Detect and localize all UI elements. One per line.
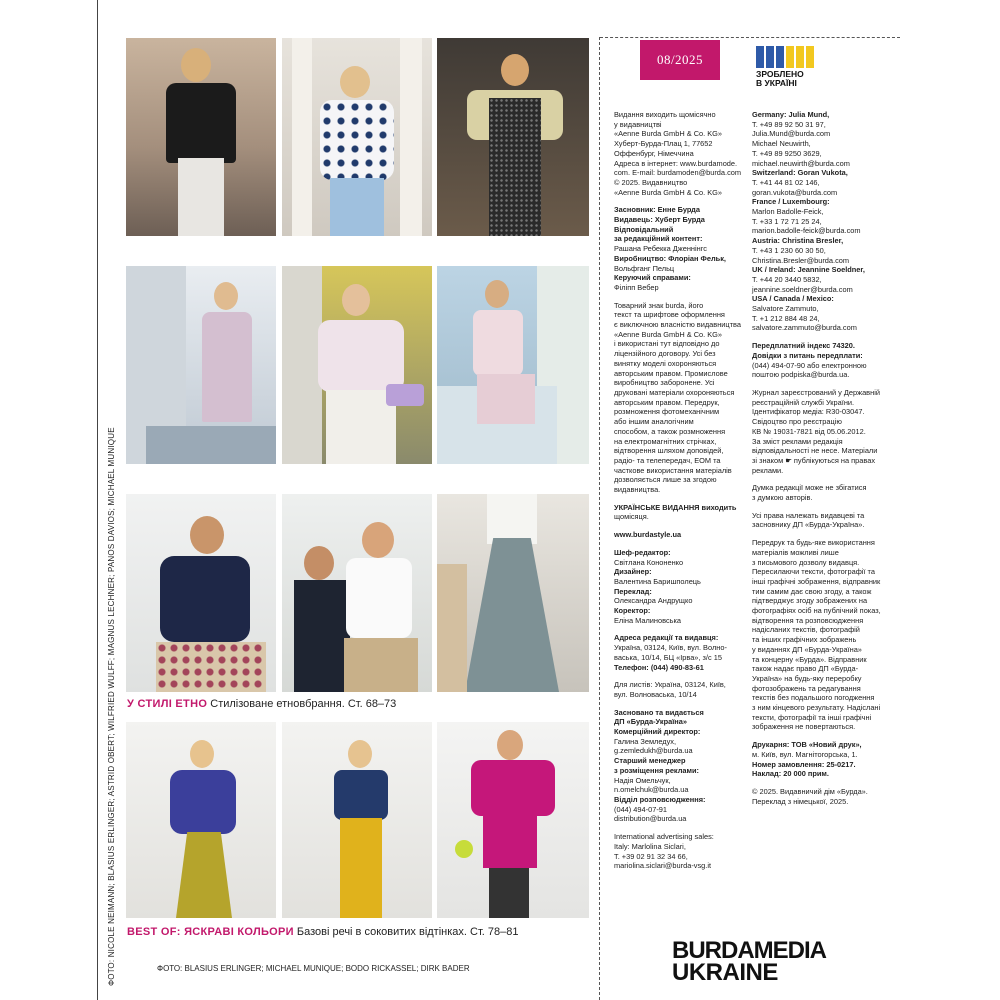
made-in-line2: В УКРАЇНІ	[756, 78, 797, 88]
imprint-address: Адреса редакції та видавця: Україна, 03124, Київ, вул. Волно- васька, 10/14, БЦ «Ірва», з/с 15 Телефон: (044) 490-83-61	[614, 633, 727, 672]
imprint-staff: Шеф-редактор: Світлана Кононенко Дизайнер: Валентина Баришполець Переклад: Олександра Андрущко Коректор: Еліна Малиновська	[614, 547, 701, 625]
imprint-rights: Усі права належать видавцеві та засновнику ДП «Бурда-Україна».	[752, 510, 865, 530]
imprint-copyright: © 2025. Видавничий дім «Бурда». Переклад з німецької, 2025.	[752, 787, 868, 806]
imprint-registry: Журнал зареєстрований у Державній реєстраційній службі України. Ідентифікатор медіа: R30-03047. Свідоцтво про реєстрацію КВ № 19031-7821 від 05.06.2012. За зміст реклами редакція відповідальності не несе. Матеріали зі знаком ☛ публікуються на правах реклами.	[752, 387, 880, 475]
imprint-intro: Видання виходить щомісячно у видавництві «Aenne Burda GmbH & Co. KG» Хуберт-Бурда-Плац 1, 77652 Оффенбург, Німеччина Адреса в інтернет: www.burdamode. com. E-mail: burdamoden@burda.com © 2025. Видавництво «Aenne Burda GmbH & Co. KG»	[614, 110, 742, 197]
imprint-print: Друкарня: ТОВ «Новий друк», м. Київ, вул. Магнітогорська, 1. Номер замовлення: 25-0217. Наклад: 20 000 прим.	[752, 740, 862, 779]
page-edge-line	[97, 0, 98, 1000]
imprint-left-column	[614, 110, 748, 879]
top-divider	[600, 37, 900, 38]
fashion-photo-magenta-dress	[437, 722, 589, 918]
caption-ethno	[127, 698, 396, 710]
caption-colors-title: BEST OF: ЯСКРАВІ КОЛЬОРИ	[127, 926, 294, 938]
logo-line1: BURDAMEDIA	[672, 937, 826, 964]
photo-credit-bottom: ФОТО: BLASIUS ERLINGER; MICHAEL MUNIQUE; BODO RICKASSEL; DIRK BADER	[157, 964, 470, 973]
imprint-opinion: Думка редакції може не збігатися з думкою авторів.	[752, 483, 867, 503]
fashion-photo-polka-blouse	[282, 38, 432, 236]
made-in-line1: ЗРОБЛЕНО	[756, 69, 804, 79]
fashion-photo-yellow-trousers	[282, 722, 432, 918]
imprint-reprint: Передрук та будь-яке використання матеріалів можливі лише з письмового дозволу видавця. Пересилаючи тексти, фотографії та інші графічні зображення, відправник тим самим дає свою згоду, а також підтверджує згоду зображених на фотографіях осіб на публічний показ, відтворення та розповсюдження надісланих текстів, фотографій та інших графічних зображень у виданнях ДП «Бурда-Україна» та концерну «Бурда». Відправник також надає право ДП «Бурда- Україна» на будь-яку переробку фотозображень та редагування текстів без подальшого погодження з ним кінцевого результату. Надіслані тексти, фотографії та інші графічні зображення не повертаються.	[752, 538, 881, 732]
burdamedia-logo	[672, 937, 826, 986]
logo-line2: UKRAINE	[672, 959, 778, 986]
imprint-right-column	[752, 110, 892, 814]
caption-ethno-title: У СТИЛІ ЕТНО	[127, 698, 208, 710]
fashion-photo-satin-blouse	[282, 266, 432, 464]
column-divider	[599, 37, 601, 1000]
made-in-ukraine-badge	[756, 46, 816, 88]
fashion-photo-sequin-vest	[437, 38, 589, 236]
fashion-photo-pink-suit	[437, 266, 589, 464]
photo-credit-vertical: ФОТО: NICOLE NEIMANN; BLASIUS ERLINGER; ASTRID OBERT; WILFRIED WULFF; MAGNUS LECHNER; PANOS DAVIOS; MICHAEL MUNIQUE	[107, 427, 116, 986]
fashion-photo-couple	[282, 494, 432, 692]
caption-colors-text: Базові речі в соковитих відтінках. Ст. 78–81	[296, 926, 519, 938]
caption-colors	[127, 926, 519, 938]
imprint-ukr-edition: УКРАЇНСЬКЕ ВИДАННЯ виходить щомісяця.	[614, 502, 737, 522]
fashion-photo-blue-sweater	[126, 722, 276, 918]
imprint-letters: Для листів: Україна, 03124, Київ, вул. Волноваська, 10/14	[614, 680, 726, 699]
imprint-countries: Germany: Julia Mund, T. +49 89 92 50 31 97, Julia.Mund@burda.com Michael Neuwirth, T. +49 89 9250 3629, michael.neuwirth@burda.com Switzerland: Goran Vukota, T. +41 44 81 02 146, goran.vukota@burda.com France / Luxembourg: Marlon Badolle-Feick, T. +33 1 72 71 25 24, marion.badolle-feick@burda.com Austria: Christina Bresler, T. +43 1 230 60 30 50, Christina.Bresler@burda.com UK / Ireland: Jeannine Soeldner, T. +44 20 3440 5832, jeannine.soeldner@burda.com USA / Canada / Mexico: Salvatore Zammuto, T. +1 212 884 48 24, salvatore.zammuto@burda.com	[752, 110, 865, 333]
caption-ethno-text: Стилізоване етновбрання. Ст. 68–73	[210, 698, 397, 710]
imprint-intl: International advertising sales: Italy: Marlolina Siclari, T. +39 02 91 32 34 66, mariolina.siclari@burda-vsg.it	[614, 832, 714, 871]
imprint-site: www.burdastyle.ua	[614, 530, 682, 540]
fashion-photo-grey-skirt	[437, 494, 589, 692]
fashion-photo-leather-jacket	[126, 38, 276, 236]
issue-number-badge: 08/2025	[640, 40, 720, 80]
imprint-founded: Засновано та видається ДП «Бурда-Україна» Комерційний директор: Галина Земледух, g.zemledukh@burda.ua Старший менеджер з розміщення реклами: Надія Омельчук, n.omelchuk@burda.ua Відділ розповсюдження: (044) 494-07-91 distribution@burda.ua	[614, 707, 706, 824]
fashion-photo-navy-blouse	[126, 494, 276, 692]
ukraine-flag-icon	[756, 46, 816, 68]
imprint-founders: Засновник: Енне Бурда Видавець: Хуберт Бурда Відповідальний за редакційний контент: Рашана Ребекка Дженнінгс Виробництво: Флоріан Фельк, Вольфганг Пельц Керуючий справами: Філіпп Вебер	[614, 205, 726, 292]
imprint-trademark: Товарний знак burda, його текст та шрифтове оформлення є виключною власністю видавництва «Aenne Burda GmbH & Co. KG» і використані тут відповідно до ліцензійного договору. Усі без винятку моделі охороняються авторським правом. Промислове виробництво заборонене. Усі друковані матеріали охороняються авторським правом. Передрук, розмноження фотомеханічним або іншим аналогічним способом, а також розмноження на електромагнітних стрічках, відтворення шляхом доповідей, радіо- та телепередач, ЕОМ та часткове використання матеріалів дозволяється лише за згодою видавництва.	[614, 300, 741, 495]
fashion-photo-lilac-dress	[126, 266, 276, 464]
imprint-subscription: Передплатний індекс 74320. Довідки з питань передплати: (044) 494-07-90 або електронною поштою podpiska@burda.ua.	[752, 341, 867, 380]
